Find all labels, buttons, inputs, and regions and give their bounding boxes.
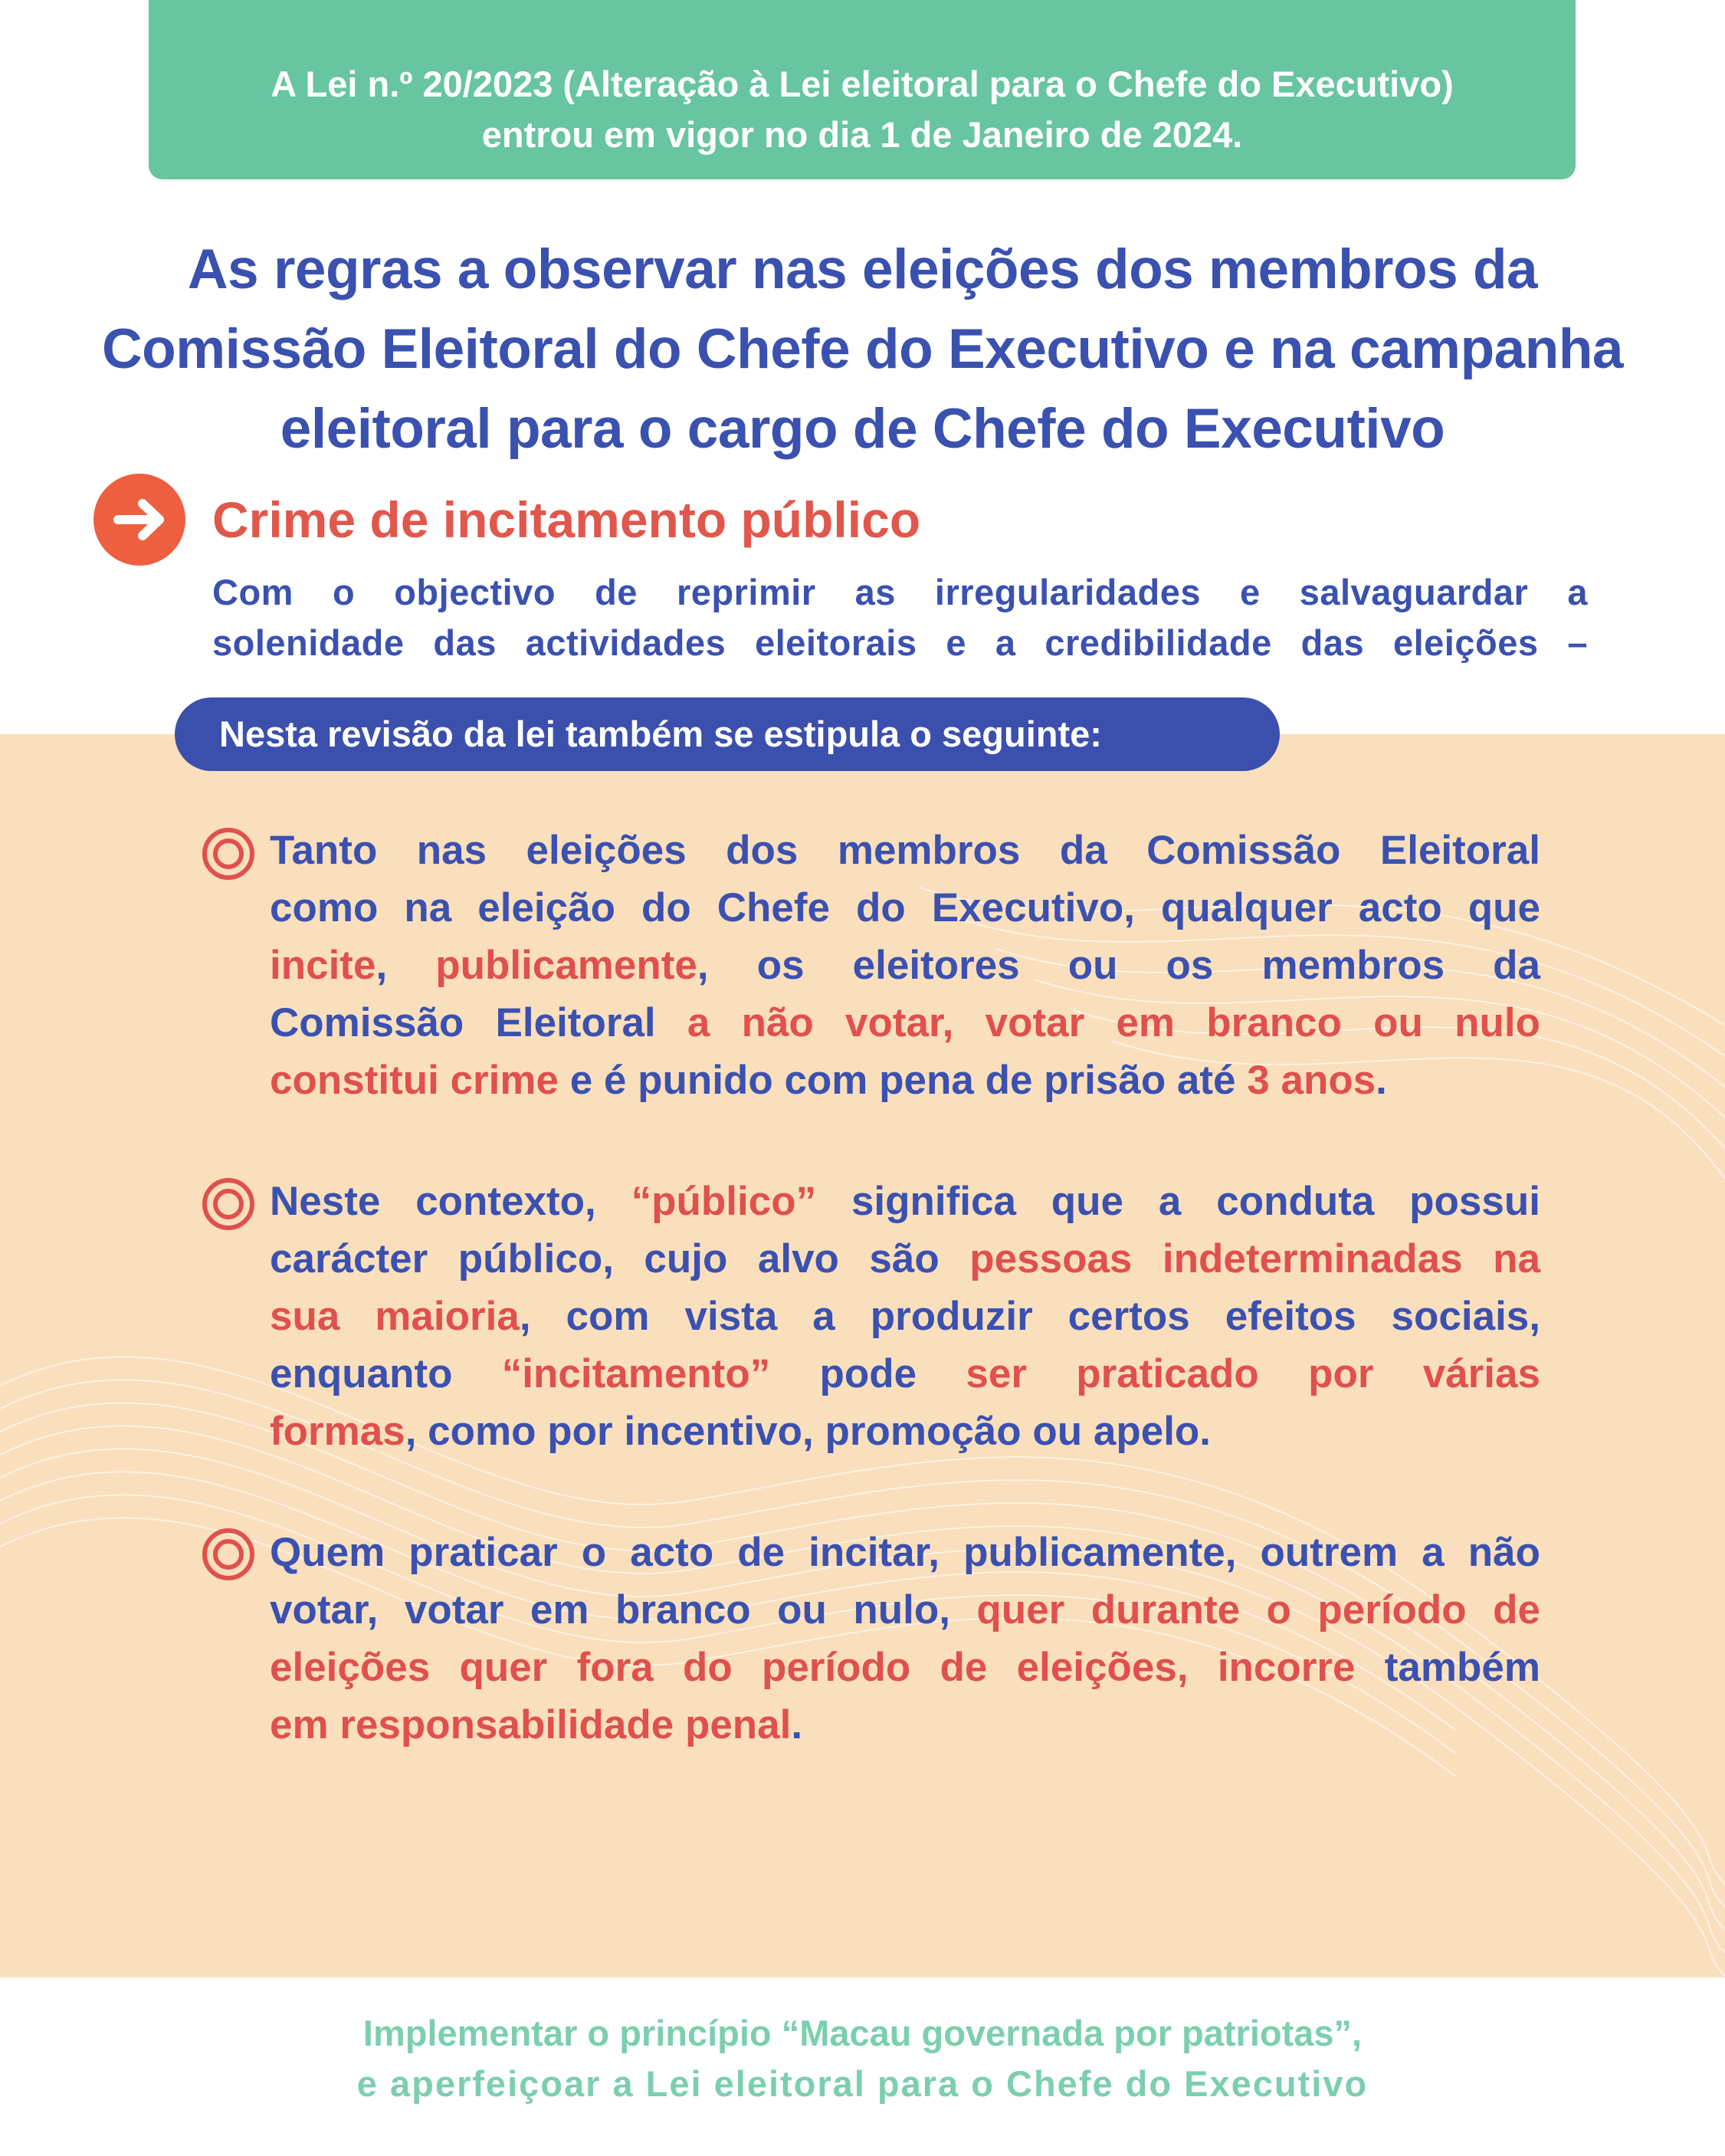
title-line-3: eleitoral para o cargo de Chefe do Executivo (280, 398, 1445, 460)
intro-line-1: Com o objectivo de reprimir as irregularidades e salvaguardar a (212, 572, 1588, 612)
footer-line-1: Implementar o princípio “Macau governada por patriotas”, (362, 2013, 1363, 2053)
page-title (77, 230, 1648, 469)
bullet-item-1 (270, 822, 1540, 1109)
bullet-3-line-1: Quem praticar o acto de incitar, publicamente, outrem a não (270, 1530, 1540, 1575)
bullet-2-line-1: Neste contexto, “público” significa que a conduta possui (270, 1179, 1540, 1224)
top-banner (149, 0, 1576, 179)
bullet-2-line-2: carácter público, cujo alvo são pessoas indeterminadas na (270, 1236, 1540, 1281)
section-heading: Crime de incitamento público (212, 491, 921, 548)
target-circle-icon (201, 1176, 256, 1232)
bullet-item-2 (270, 1173, 1540, 1460)
bullet-3-line-2: votar, votar em branco ou nulo, quer durante o período de (270, 1587, 1540, 1633)
bullet-2-line-3: sua maioria, com vista a produzir certos efeitos sociais, (270, 1294, 1540, 1339)
bullet-1-line-2: como na eleição do Chefe do Executivo, qualquer acto que (270, 885, 1540, 930)
bullet-1-line-3: incite, publicamente, os eleitores ou os membros da (270, 943, 1540, 988)
banner-line-1: A Lei n.º 20/2023 (Alteração à Lei eleitoral para o Chefe do Executivo) (271, 64, 1454, 104)
intro-paragraph (212, 567, 1588, 668)
bullet-item-3 (270, 1524, 1540, 1754)
intro-line-2: solenidade das actividades eleitorais e a credibilidade das eleições – (212, 622, 1588, 663)
banner-line-2: entrou em vigor no dia 1 de Janeiro de 2024. (481, 114, 1243, 155)
arrow-right-circle-icon (93, 474, 185, 566)
target-circle-icon (201, 826, 256, 881)
bullet-1-line-5: constitui crime e é punido com pena de prisão até 3 anos. (270, 1058, 1387, 1103)
bullet-1-line-1: Tanto nas eleições dos membros da Comissão Eleitoral (270, 828, 1540, 873)
title-line-1: As regras a observar nas eleições dos membros da (187, 238, 1538, 300)
bullet-2-line-4: enquanto “incitamento” pode ser praticado por várias (270, 1351, 1540, 1396)
target-circle-icon (201, 1527, 256, 1582)
footer-line-2: e aperfeiçoar a Lei eleitoral para o Chefe do Executivo (356, 2063, 1369, 2104)
footer-slogan (0, 2008, 1725, 2109)
bullet-3-line-4: em responsabilidade penal. (270, 1702, 803, 1747)
revision-pill-label: Nesta revisão da lei também se estipula o seguinte: (175, 697, 1280, 771)
bullet-3-line-3: eleições quer fora do período de eleições, incorre também (270, 1645, 1540, 1690)
title-line-2: Comissão Eleitoral do Chefe do Executivo e na campanha (101, 318, 1624, 380)
bullet-1-line-4: Comissão Eleitoral a não votar, votar em branco ou nulo (270, 1000, 1540, 1045)
bullet-2-line-5: formas, como por incentivo, promoção ou apelo. (270, 1409, 1212, 1454)
